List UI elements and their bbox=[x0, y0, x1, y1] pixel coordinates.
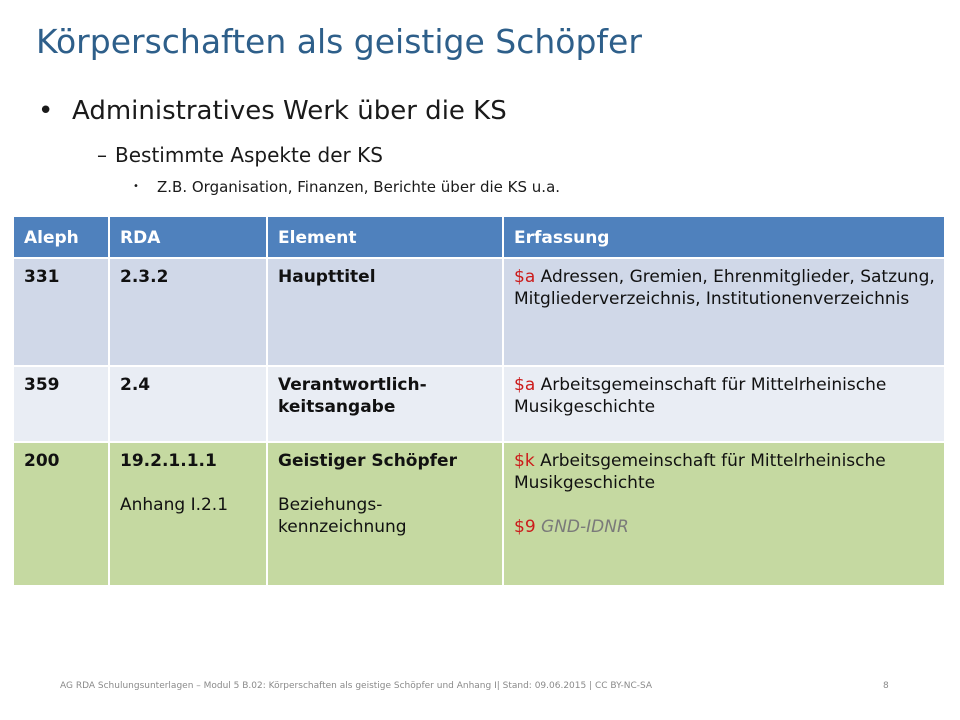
slide-title: Körperschaften als geistige Schöpfer bbox=[36, 22, 642, 61]
mapping-table bbox=[12, 215, 946, 587]
bullet-level-2-text: Bestimmte Aspekte der KS bbox=[115, 143, 383, 167]
cell-rda: 2.4 bbox=[109, 366, 267, 442]
bullet-dot-icon: • bbox=[133, 181, 139, 192]
slide-footer: AG RDA Schulungsunterlagen – Modul 5 B.02: Körperschaften als geistige Schöpfer und Anhang I| Stand: 09.06.2015 | CC BY-NC-SA bbox=[60, 681, 653, 691]
table-row bbox=[13, 258, 945, 366]
element-name: Geistiger Schöpfer bbox=[278, 451, 457, 471]
cell-aleph: 200 bbox=[13, 442, 109, 586]
rda-annex: Anhang I.2.1 bbox=[120, 495, 229, 515]
subfield-placeholder: GND-IDNR bbox=[541, 517, 629, 537]
subfield-code: $k bbox=[514, 451, 535, 471]
cell-rda: 2.3.2 bbox=[109, 258, 267, 366]
column-header-erfassung: Erfassung bbox=[503, 216, 945, 258]
page-number: 8 bbox=[883, 681, 889, 691]
subfield-value: Adressen, Gremien, Ehrenmitglieder, Satzung, Mitgliederverzeichnis, Institutionenverzeichnis bbox=[514, 267, 935, 309]
cell-aleph: 359 bbox=[13, 366, 109, 442]
bullet-dot-icon: • bbox=[38, 96, 54, 126]
table-row bbox=[13, 442, 945, 586]
table-header-row bbox=[13, 216, 945, 258]
subfield-code: $9 bbox=[514, 517, 536, 537]
subfield-value: Arbeitsgemeinschaft für Mittelrheinische Musikgeschichte bbox=[514, 375, 887, 417]
column-header-element: Element bbox=[267, 216, 503, 258]
bullet-level-3-text: Z.B. Organisation, Finanzen, Berichte über die KS u.a. bbox=[157, 178, 561, 196]
subfield-code: $a bbox=[514, 375, 536, 395]
cell-erfassung bbox=[503, 258, 945, 366]
bullet-dash-icon: – bbox=[97, 143, 107, 167]
subfield-code: $a bbox=[514, 267, 536, 287]
cell-erfassung bbox=[503, 366, 945, 442]
column-header-rda: RDA bbox=[109, 216, 267, 258]
rda-number: 19.2.1.1.1 bbox=[120, 451, 217, 471]
column-header-aleph: Aleph bbox=[13, 216, 109, 258]
relationship-designator: Beziehungs-kennzeichnung bbox=[278, 495, 407, 537]
cell-rda bbox=[109, 442, 267, 586]
cell-element: Verantwortlich-keitsangabe bbox=[267, 366, 503, 442]
cell-element bbox=[267, 442, 503, 586]
cell-element: Haupttitel bbox=[267, 258, 503, 366]
cell-erfassung bbox=[503, 442, 945, 586]
subfield-value: Arbeitsgemeinschaft für Mittelrheinische Musikgeschichte bbox=[514, 451, 886, 493]
table-row bbox=[13, 366, 945, 442]
bullet-level-1-text: Administratives Werk über die KS bbox=[72, 96, 507, 126]
cell-aleph: 331 bbox=[13, 258, 109, 366]
